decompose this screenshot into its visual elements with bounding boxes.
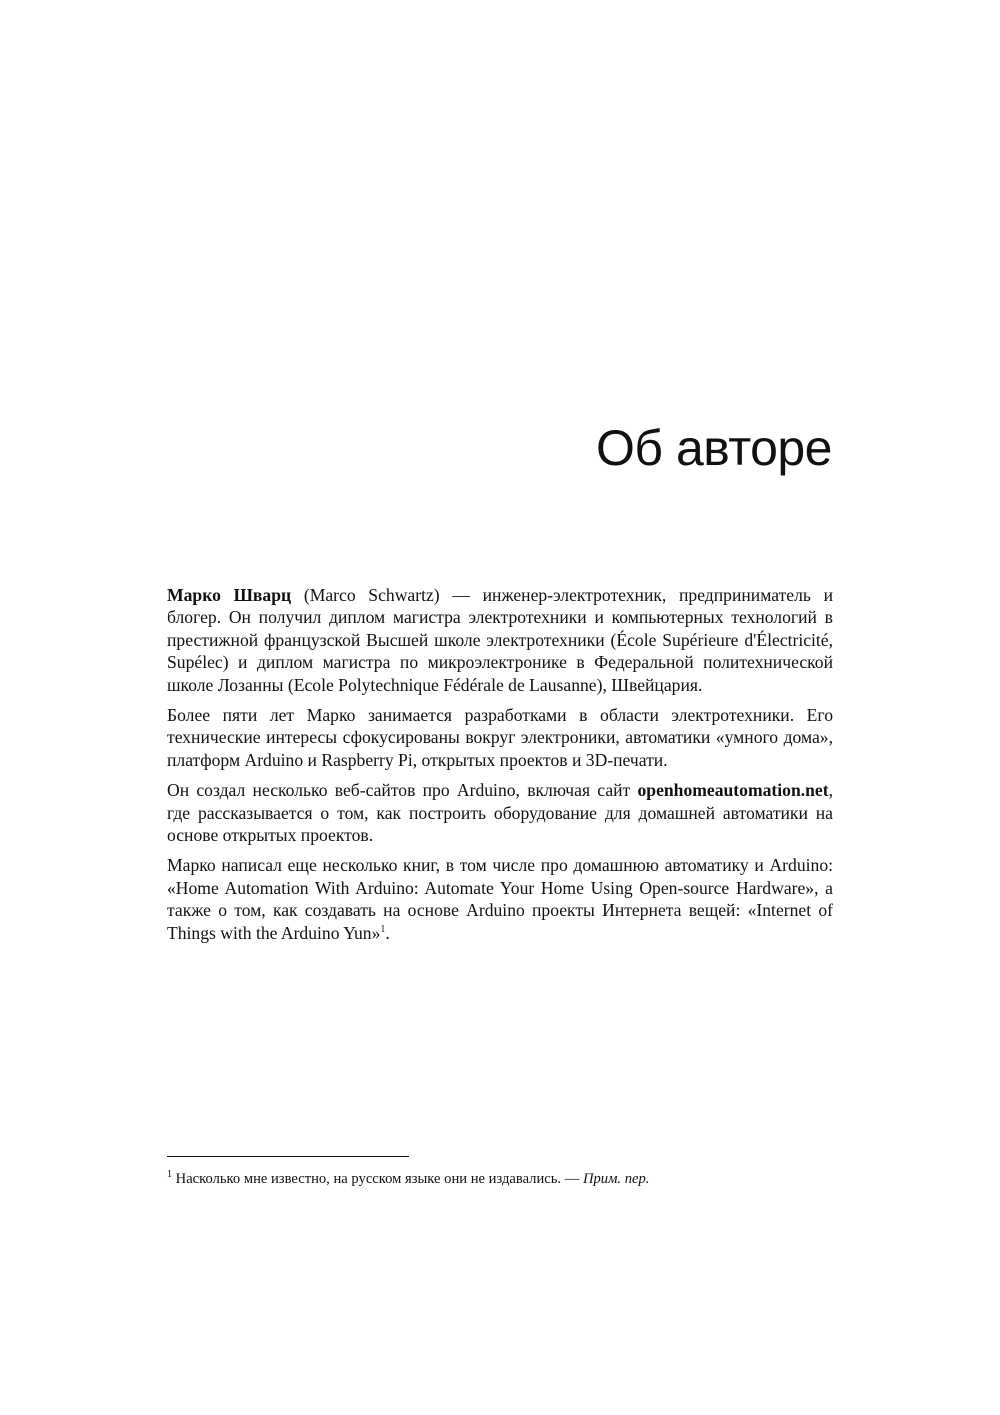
paragraph-text: Марко написал еще несколько книг, в том числе про домашнюю автоматику и Arduino: «Home Automation With Arduino: Automate Your Home Using Open-source Hardware», а также о том, как создавать на основе Arduino проекты Интернета вещей: «Internet of Things with the Arduino Yun» <box>167 855 833 943</box>
paragraph-text: . <box>385 922 390 943</box>
paragraph-text: , где рассказывается о том, как построить оборудование для домашней автоматики на основе открытых проектов. <box>167 780 833 846</box>
footnote <box>167 1170 833 1188</box>
paragraph-interests: Более пяти лет Марко занимается разработками в области электротехники. Его технические интересы сфокусированы вокруг электроники, автоматики «умного дома», платформ Arduino и Raspberry Pi, открытых проектов и 3D-печати. <box>167 705 833 770</box>
body-text <box>167 584 833 952</box>
paragraph-text: (Marco Schwartz) — инженер-электротехник, предприниматель и блогер. Он получил диплом магистра электротехники и компьютерных технологий в престижной французской Высшей школе электротехники (École Supérieure d'Électricité, Supélec) и диплом магистра по микроэлектронике в Федеральной политехнической школе Лозанны (Ecole Polytechnique Fédérale de Lausanne), Швейцария. <box>167 585 833 695</box>
page-title: Об авторе <box>596 420 832 476</box>
author-name: Марко Шварц <box>167 585 292 605</box>
footnote-translator-note: Прим. пер. <box>582 1171 650 1187</box>
footnote-text: Насколько мне известно, на русском языке они не издавались. — <box>172 1171 583 1187</box>
footnote-number: 1 <box>167 1169 172 1181</box>
footnote-reference: 1 <box>380 923 386 935</box>
paragraph-websites <box>167 779 833 846</box>
footnote-divider <box>167 1156 409 1157</box>
paragraph-books <box>167 854 833 944</box>
paragraph-text: Он создал несколько веб-сайтов про Arduino, включая сайт <box>167 780 638 801</box>
paragraph-author-intro <box>167 584 833 696</box>
website-name: openhomeautomation.net <box>637 780 829 801</box>
